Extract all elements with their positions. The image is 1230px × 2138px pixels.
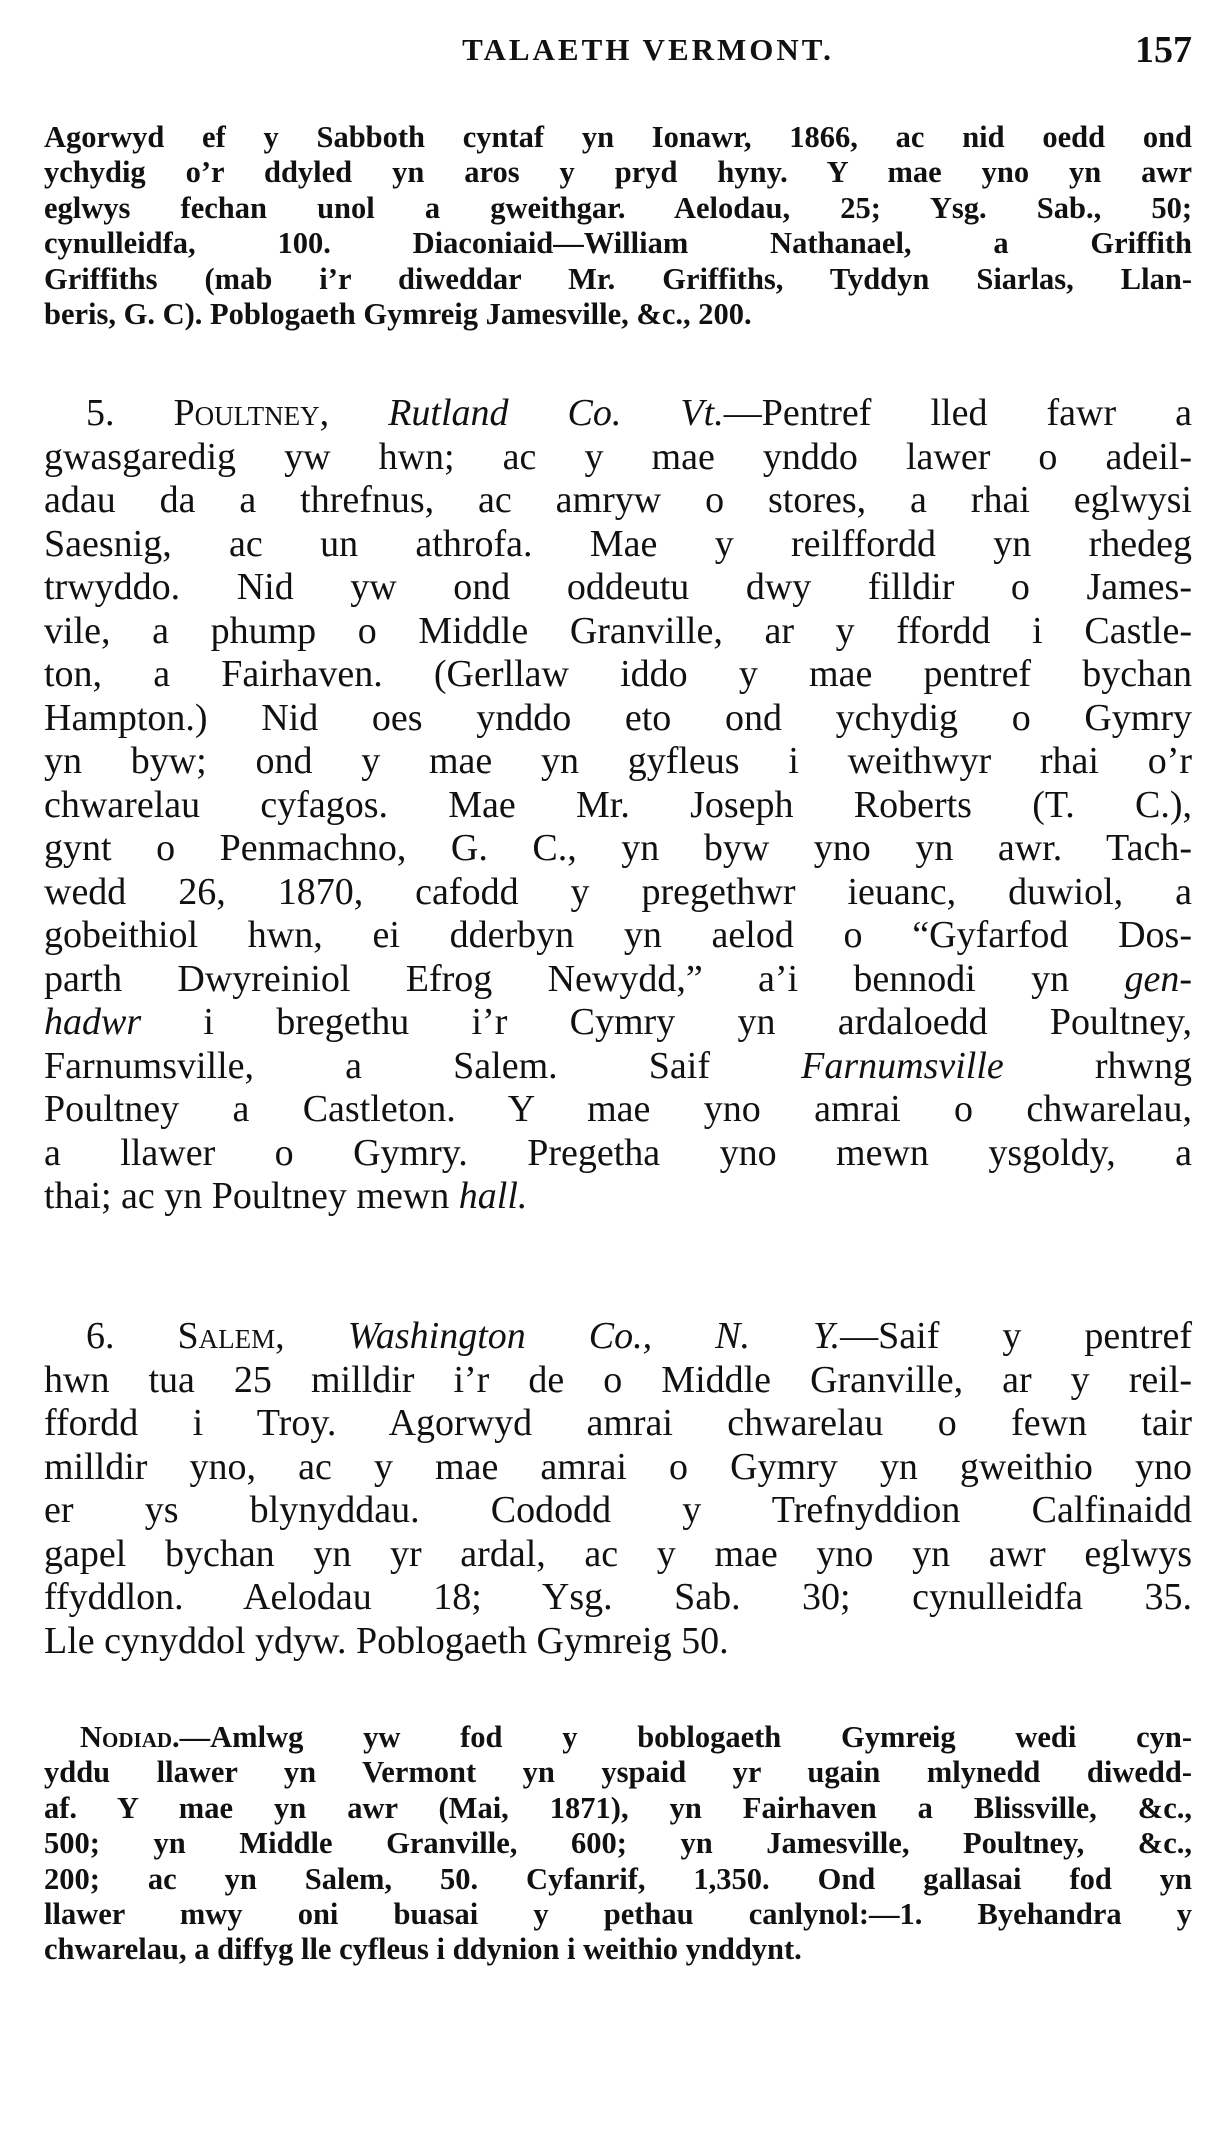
italic-word: hall.	[458, 1175, 528, 1217]
text-line: 200; ac yn Salem, 50. Cyfanrif, 1,350. Ond gallasai fod yn	[44, 1861, 1192, 1896]
separator: ,	[275, 1315, 348, 1357]
text-line: ffordd i Troy. Agorwyd amrai chwarelau o fewn tair	[44, 1402, 1192, 1444]
text-line: gynt o Penmachno, G. C., yn byw yno yn awr. Tach-	[44, 827, 1192, 869]
text-line: Lle cynyddol ydyw. Poblogaeth Gymreig 50.	[44, 1619, 729, 1662]
paragraph-note	[44, 1720, 1192, 1968]
line-text: thai; ac yn Poultney mewn	[44, 1175, 459, 1217]
text-line: cynulleidfa, 100. Diaconiaid—William Nathanael, a Griffith	[44, 226, 1192, 261]
text-line	[44, 1315, 1192, 1359]
text-line: 500; yn Middle Granville, 600; yn Jamesville, Poultney, &c.,	[44, 1826, 1192, 1861]
text-line: trwyddo. Nid yw ond oddeutu dwy filldir o James-	[44, 566, 1192, 608]
text-line: hwn tua 25 milldir i’r de o Middle Granville, ar y reil-	[44, 1358, 1192, 1401]
line-text: —Saif y pentref	[840, 1315, 1193, 1357]
text-line: Griffiths (mab i’r diweddar Mr. Griffiths, Tyddyn Siarlas, Llan-	[44, 261, 1192, 296]
text-line: beris, G. C). Poblogaeth Gymreig Jamesville, &c., 200.	[44, 297, 752, 332]
line-text: i bregethu i’r Cymry yn ardaloedd Poultney,	[141, 1001, 1192, 1043]
running-head: TALAETH VERMONT.	[462, 32, 834, 67]
separator: ,	[319, 392, 389, 434]
text-line	[44, 1001, 1192, 1045]
text-line: er ys blynyddau. Cododd y Trefnyddion Calfinaidd	[44, 1489, 1192, 1531]
text-line: chwarelau cyfagos. Mae Mr. Joseph Roberts (T. C.),	[44, 783, 1192, 826]
line-text: Farnumsville, a Salem. Saif	[44, 1044, 802, 1087]
italic-word: hadwr	[44, 1001, 142, 1043]
paragraph-salem	[44, 1315, 1192, 1663]
line-text: rhwng	[1003, 1044, 1192, 1087]
text-line: eglwys fechan unol a gweithgar. Aelodau, 25; Ysg. Sab., 50;	[44, 190, 1192, 225]
text-line: Hampton.) Nid oes ynddo eto ond ychydig o Gymry	[44, 696, 1192, 739]
county-name: Washington Co., N. Y.	[347, 1315, 841, 1357]
line-text: —Pentref lled fawr a	[723, 392, 1193, 434]
text-line: gwasgaredig yw hwn; ac y mae ynddo lawer o adeil-	[44, 435, 1192, 478]
text-line	[44, 958, 1192, 1002]
text-line	[44, 1175, 1192, 1219]
place-name: Poultney	[173, 392, 320, 434]
county-name: Rutland Co. Vt.	[388, 392, 724, 434]
section-number: 5.	[86, 392, 174, 434]
text-line	[44, 392, 1192, 436]
text-line: gapel bychan yn yr ardal, ac y mae yno yn awr eglwys	[44, 1532, 1192, 1575]
text-line: a llawer o Gymry. Pregetha yno mewn ysgoldy, a	[44, 1131, 1192, 1174]
line-text: parth Dwyreiniol Efrog Newydd,” a’i bennodi yn	[44, 957, 1125, 1000]
paragraph-jamesville-continued	[44, 120, 1192, 332]
text-line: vile, a phump o Middle Granville, ar y ffordd i Castle-	[44, 609, 1192, 652]
italic-word: Farnumsville	[801, 1044, 1004, 1087]
text-line	[44, 1720, 1192, 1755]
text-line: chwarelau, a diffyg lle cyfleus i ddynion i weithio ynddynt.	[44, 1932, 802, 1967]
page-header	[44, 28, 1192, 78]
text-line: llawer mwy oni buasai y pethau canlynol:—1. Byehandra y	[44, 1897, 1192, 1932]
text-line: af. Y mae yn awr (Mai, 1871), yn Fairhaven a Blissville, &c.,	[44, 1790, 1192, 1825]
text-line: ffyddlon. Aelodau 18; Ysg. Sab. 30; cynulleidfa 35.	[44, 1576, 1192, 1618]
text-line: yn byw; ond y mae yn gyfleus i weithwyr rhai o’r	[44, 740, 1192, 782]
text-line	[44, 1045, 1192, 1089]
line-text: —Amlwg yw fod y boblogaeth Gymreig wedi cyn-	[179, 1720, 1192, 1754]
text-line: Saesnig, ac un athrofa. Mae y reilffordd yn rhedeg	[44, 522, 1192, 565]
page-number: 157	[1135, 29, 1192, 71]
text-line: Agorwyd ef y Sabboth cyntaf yn Ionawr, 1866, ac nid oedd ond	[44, 120, 1192, 154]
place-name: Salem	[177, 1315, 276, 1357]
text-line: yddu llawer yn Vermont yn yspaid yr ugain mlynedd diwedd-	[44, 1755, 1192, 1790]
text-line: ton, a Fairhaven. (Gerllaw iddo y mae pentref bychan	[44, 653, 1192, 695]
text-line: Poultney a Castleton. Y mae yno amrai o chwarelau,	[44, 1088, 1192, 1130]
text-line: adau da a threfnus, ac amryw o stores, a rhai eglwysi	[44, 479, 1192, 521]
text-line: gobeithiol hwn, ei dderbyn yn aelod o “Gyfarfod Dos-	[44, 914, 1192, 956]
text-line: milldir yno, ac y mae amrai o Gymry yn gweithio yno	[44, 1445, 1192, 1488]
paragraph-poultney	[44, 392, 1192, 1219]
text-line: wedd 26, 1870, cafodd y pregethwr ieuanc, duwiol, a	[44, 870, 1192, 913]
section-number: 6.	[86, 1315, 178, 1357]
note-label: Nodiad.	[80, 1720, 180, 1754]
text-line: ychydig o’r ddyled yn aros y pryd hyny. Y mae yno yn awr	[44, 155, 1192, 190]
italic-word: gen-	[1124, 957, 1192, 1000]
